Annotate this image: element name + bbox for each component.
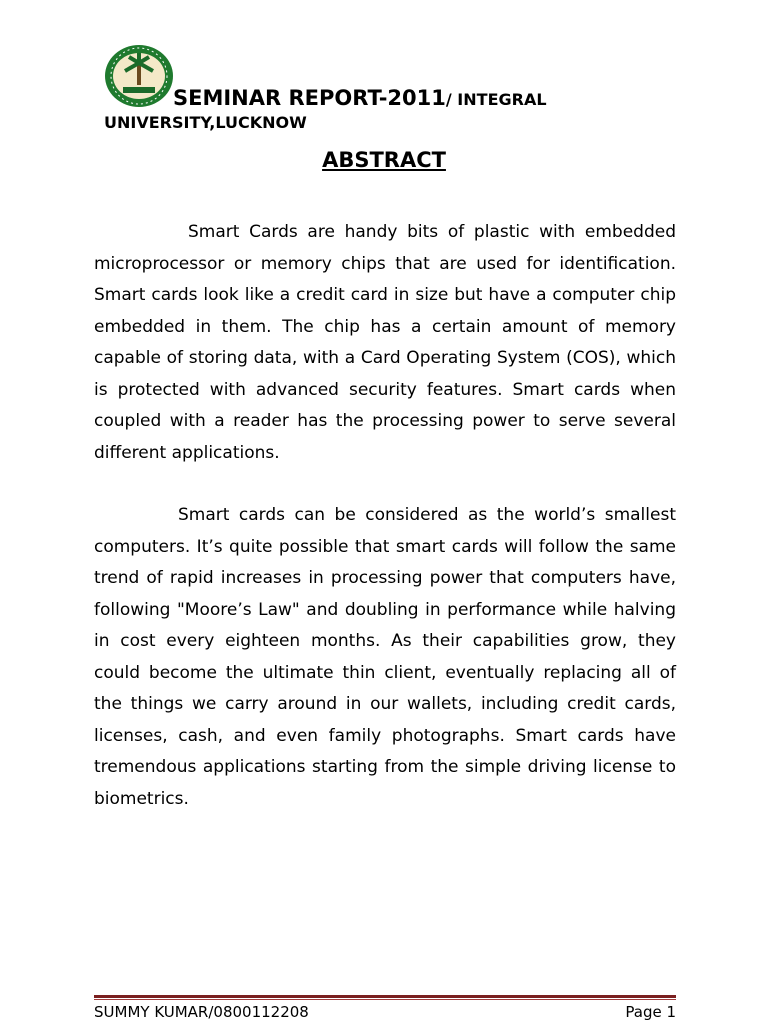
paragraph-1-text: Smart Cards are handy bits of plastic with embedded microprocessor or memory chips that are used for identification. Smart cards look like a credit card in size but have a computer chip embedded in them. The chip has a certain amount of memory capable of storing data, with a Card Operating System (COS), which is protected with advanced security features. Smart cards when coupled with a reader has the processing power to serve several different applications. xyxy=(94,222,676,463)
abstract-heading: ABSTRACT xyxy=(322,148,446,172)
university-name-part2: UNIVERSITY,LUCKNOW xyxy=(104,113,307,132)
footer-divider xyxy=(94,995,676,998)
paragraph-2-text: Smart cards can be considered as the world’s smallest computers. It’s quite possible that smart cards will follow the same trend of rapid increases in processing power that computers have, following "Moore’s Law" and doubling in performance while halving in cost every eighteen months. As their capabilities grow, they could become the ultimate thin client, eventually replacing all of the things we carry around in our wallets, including credit cards, licenses, cash, and even family photographs. Smart cards have tremendous applications starting from the simple driving license to biometrics. xyxy=(94,505,676,809)
report-header xyxy=(173,86,547,110)
footer-page-number: Page 1 xyxy=(625,1003,676,1021)
report-title: SEMINAR REPORT-2011 xyxy=(173,86,446,110)
university-name-part1: / INTEGRAL xyxy=(445,90,547,109)
university-seal-icon xyxy=(103,43,175,109)
paragraph-2 xyxy=(94,500,676,815)
footer-author: SUMMY KUMAR/0800112208 xyxy=(94,1003,309,1021)
footer-divider-thin xyxy=(94,999,676,1000)
paragraph-1 xyxy=(94,217,676,469)
abstract-heading-wrap xyxy=(0,148,768,172)
